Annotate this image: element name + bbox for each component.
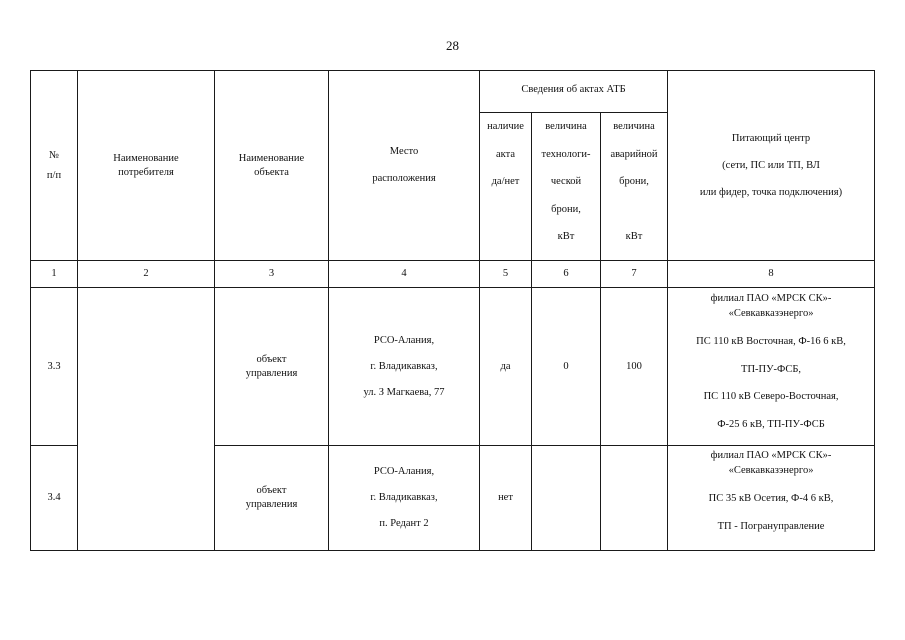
- header-atb-group: Сведения об актах АТБ: [480, 71, 668, 113]
- header-emergency-reserve: величина аварийной брони, кВт: [601, 113, 668, 261]
- column-number: 1: [31, 261, 78, 288]
- header-power-center: Питающий центр (сети, ПС или ТП, ВЛ или фидер, точка подключения): [668, 71, 875, 261]
- column-number: 7: [601, 261, 668, 288]
- column-number-row: [31, 261, 875, 288]
- column-number: 2: [78, 261, 215, 288]
- header-num: № п/п: [31, 71, 78, 261]
- row-location: РСО-Алания, г. Владикавказ, ул. З Магкаева, 77: [329, 288, 480, 446]
- header-row-group: [31, 71, 875, 113]
- column-number: 8: [668, 261, 875, 288]
- column-number: 6: [532, 261, 601, 288]
- row-act-presence: да: [480, 288, 532, 446]
- row-location: РСО-Алания, г. Владикавказ, п. Редант 2: [329, 446, 480, 551]
- table-row: [31, 288, 875, 446]
- row-power-center: филиал ПАО «МРСК СК»- «Севкавказэнерго» ПС 35 кВ Осетия, Ф-4 6 кВ, ТП - Погрануправление: [668, 446, 875, 551]
- row-emergency-reserve: [601, 446, 668, 551]
- column-number: 4: [329, 261, 480, 288]
- header-tech-reserve: величина технологи- ческой брони, кВт: [532, 113, 601, 261]
- page-number: 28: [446, 38, 459, 53]
- row-tech-reserve: [532, 446, 601, 551]
- row-num: 3.3: [31, 288, 78, 446]
- row-tech-reserve: 0: [532, 288, 601, 446]
- header-atb-presence: наличие акта да/нет: [480, 113, 532, 261]
- row-emergency-reserve: 100: [601, 288, 668, 446]
- row-act-presence: нет: [480, 446, 532, 551]
- row-object: объект управления: [215, 446, 329, 551]
- row-object: объект управления: [215, 288, 329, 446]
- row-num: 3.4: [31, 446, 78, 551]
- header-location: Место расположения: [329, 71, 480, 261]
- row-power-center: филиал ПАО «МРСК СК»- «Севкавказэнерго» ПС 110 кВ Восточная, Ф-16 6 кВ, ТП-ПУ-ФСБ, ПС 110 кВ Северо-Восточная, Ф-25 6 кВ, ТП-ПУ-ФСБ: [668, 288, 875, 446]
- column-number: 3: [215, 261, 329, 288]
- header-object-name: Наименование объекта: [215, 71, 329, 261]
- row-consumer: [78, 288, 215, 551]
- header-consumer-name: Наименование потребителя: [78, 71, 215, 261]
- atb-table: [30, 70, 875, 551]
- column-number: 5: [480, 261, 532, 288]
